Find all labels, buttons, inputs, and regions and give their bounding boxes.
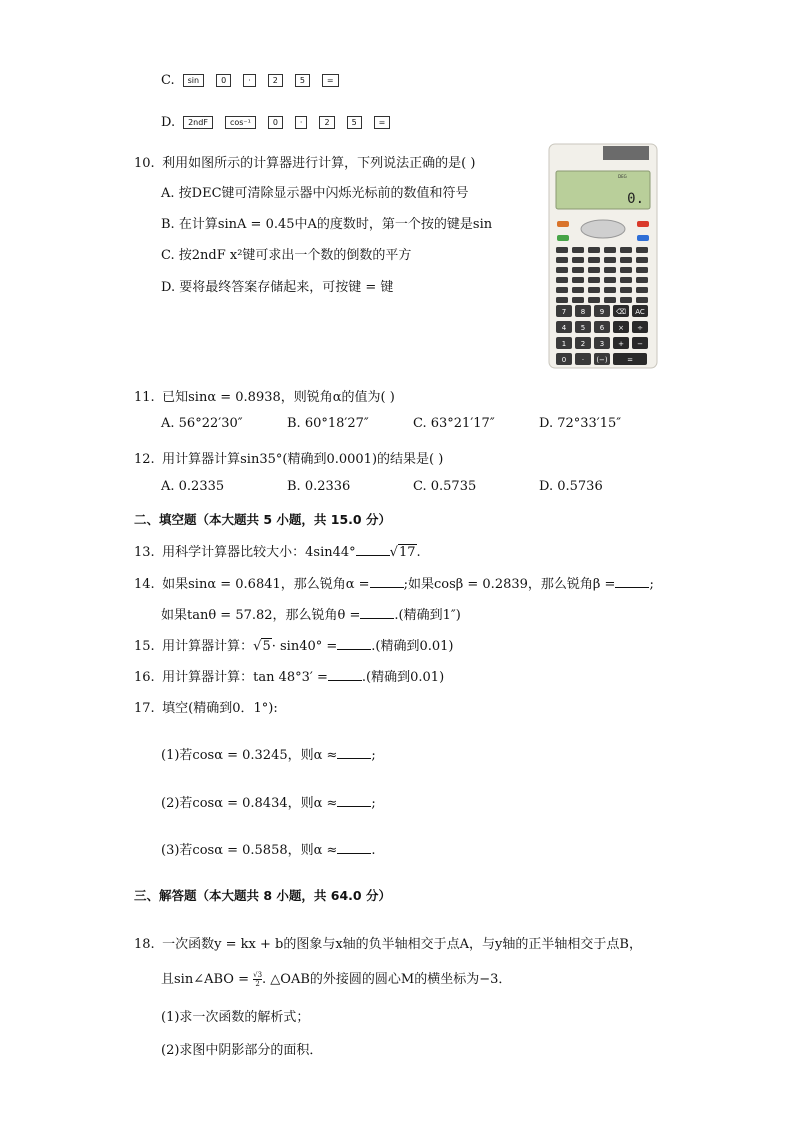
q11-option-a: A. 56°22′30″ xyxy=(161,416,243,431)
function-key xyxy=(604,287,616,293)
function-key xyxy=(572,247,584,253)
question-18 xyxy=(134,933,642,952)
question-12 xyxy=(134,448,443,467)
on-c-key xyxy=(637,221,649,227)
function-key xyxy=(636,267,648,273)
question-text: 用计算器计算： xyxy=(162,639,254,654)
q18-part-2: (2)求图中阴影部分的面积． xyxy=(161,1043,323,1058)
question-text: 如果sinα = 0.6841，那么锐角α = xyxy=(162,577,370,592)
key-2: 2 xyxy=(319,116,334,129)
question-text: 用科学计算器比较大小：4sin44° xyxy=(162,545,356,560)
q12-option-c: C. 0.5735 xyxy=(413,479,477,494)
question-text: .(精确到1″) xyxy=(394,608,461,623)
digit-key-label: (−) xyxy=(596,356,608,364)
function-key xyxy=(604,257,616,263)
fraction-denominator: 2 xyxy=(255,980,260,988)
key-5: 5 xyxy=(295,74,310,87)
q18-part-1: (1)求一次函数的解析式； xyxy=(161,1010,310,1025)
function-key xyxy=(620,287,632,293)
question-stem: 已知sinα = 0.8938，则锐角α的值为( ) xyxy=(162,390,395,405)
key-0: 0 xyxy=(268,116,283,129)
function-key xyxy=(588,257,600,263)
question-text: (2)若cosα = 0.8434，则α ≈ xyxy=(161,796,338,811)
q12-option-b: B. 0.2336 xyxy=(287,479,351,494)
question-number: 17. xyxy=(134,701,155,716)
digit-key-label: 1 xyxy=(561,340,567,348)
radicand: 17 xyxy=(398,545,416,560)
key-equals: = xyxy=(374,116,391,129)
question-14 xyxy=(134,573,654,592)
question-stem: 用计算器计算sin35°(精确到0.0001)的结果是( ) xyxy=(162,452,444,467)
function-key xyxy=(636,277,648,283)
answer-blank[interactable] xyxy=(615,575,649,588)
display-mode: DEG xyxy=(618,174,627,179)
question-13 xyxy=(134,541,421,560)
question-text: 一次函数y = kx + b的图象与x轴的负半轴相交于点A，与y轴的正半轴相交于点B， xyxy=(162,937,642,952)
question-number: 18. xyxy=(134,937,155,952)
answer-blank[interactable] xyxy=(337,746,371,759)
q10-option-a: A. 按DEC键可清除显示器中闪烁光标前的数值和符号 xyxy=(161,186,469,201)
question-number: 13. xyxy=(134,545,155,560)
function-key xyxy=(588,287,600,293)
radicand: 5 xyxy=(262,639,271,654)
digit-key-label: 8 xyxy=(580,308,586,316)
digit-key-label: 0 xyxy=(561,356,567,364)
solar-panel xyxy=(603,146,649,160)
option-letter: D. xyxy=(161,115,176,130)
question-number: 10. xyxy=(134,156,155,171)
display-value: 0. xyxy=(627,191,644,207)
function-key xyxy=(556,297,568,303)
q17-part-1 xyxy=(161,744,376,763)
digit-key-label: · xyxy=(581,356,585,364)
function-key xyxy=(620,257,632,263)
dpad xyxy=(581,220,625,238)
digit-key-label: 4 xyxy=(561,324,567,332)
answer-blank[interactable] xyxy=(370,575,404,588)
punctuation: ; xyxy=(371,796,376,811)
digit-key-label: + xyxy=(618,340,624,348)
question-16 xyxy=(134,666,444,685)
function-key xyxy=(620,277,632,283)
function-key xyxy=(604,297,616,303)
key-2: 2 xyxy=(268,74,283,87)
question-text: . △OAB的外接圆的圆心M的横坐标为−3． xyxy=(262,972,512,987)
key-dot: · xyxy=(295,116,308,129)
q11-option-b: B. 60°18′27″ xyxy=(287,416,369,431)
digit-key-label: 6 xyxy=(599,324,605,332)
question-stem: 填空(精确到0．1°): xyxy=(162,701,278,716)
q9-option-d xyxy=(161,115,402,130)
q11-option-d: D. 72°33′15″ xyxy=(539,416,622,431)
function-key xyxy=(556,247,568,253)
function-key xyxy=(636,297,648,303)
answer-blank[interactable] xyxy=(328,668,362,681)
section-heading-fill-in: 二、填空题（本大题共 5 小题，共 15.0 分） xyxy=(134,512,391,527)
function-key xyxy=(604,267,616,273)
q12-options xyxy=(161,479,665,494)
answer-blank[interactable] xyxy=(337,841,371,854)
q10-option-d: D. 要将最终答案存储起来，可按键 = 键 xyxy=(161,280,394,295)
question-text: (1)若cosα = 0.3245，则α ≈ xyxy=(161,748,338,763)
key-0: 0 xyxy=(216,74,231,87)
fraction xyxy=(253,971,262,988)
q17-part-2 xyxy=(161,792,376,811)
2ndf-key xyxy=(557,221,569,227)
question-17 xyxy=(134,697,278,716)
function-key xyxy=(572,277,584,283)
question-text: 用计算器计算：tan 48°3′ = xyxy=(162,670,328,685)
key-2ndf: 2ndF xyxy=(183,116,213,129)
function-key xyxy=(588,247,600,253)
digit-key-label: 2 xyxy=(580,340,586,348)
function-key xyxy=(588,297,600,303)
question-number: 15. xyxy=(134,639,155,654)
digit-key-label: ⌫ xyxy=(616,308,626,316)
digit-key-label: × xyxy=(618,324,624,332)
function-key xyxy=(556,287,568,293)
q10-option-b: B. 在计算sinA = 0.45中A的度数时，第一个按的键是sin xyxy=(161,217,493,232)
mode-key xyxy=(557,235,569,241)
digit-key-label: 5 xyxy=(580,324,586,332)
q12-option-d: D. 0.5736 xyxy=(539,479,603,494)
question-10 xyxy=(134,152,475,171)
digit-key-label: ÷ xyxy=(637,324,643,332)
question-number: 14. xyxy=(134,577,155,592)
function-key xyxy=(620,267,632,273)
function-key xyxy=(588,267,600,273)
punctuation: ; xyxy=(371,748,376,763)
question-number: 12. xyxy=(134,452,155,467)
punctuation: . xyxy=(416,545,421,560)
q11-option-c: C. 63°21′17″ xyxy=(413,416,495,431)
function-key xyxy=(556,277,568,283)
function-key xyxy=(604,247,616,253)
function-key xyxy=(572,287,584,293)
function-key xyxy=(572,267,584,273)
question-text: (3)若cosα = 0.5858，则α ≈ xyxy=(161,843,338,858)
digit-key-label: 3 xyxy=(599,340,605,348)
question-stem: 利用如图所示的计算器进行计算，下列说法正确的是( ) xyxy=(162,156,476,171)
section-heading-solutions: 三、解答题（本大题共 8 小题，共 64.0 分） xyxy=(134,888,391,903)
question-text: .(精确到0.01) xyxy=(371,639,454,654)
sqrt-sign: √ xyxy=(389,545,398,560)
key-arccos: cos⁻¹ xyxy=(225,116,256,129)
punctuation: . xyxy=(371,843,376,858)
digit-key-label: 7 xyxy=(561,308,567,316)
digit-key-label: AC xyxy=(635,308,645,316)
option-letter: C. xyxy=(161,73,175,88)
q9-option-c xyxy=(161,73,351,88)
digit-key-label: − xyxy=(637,340,643,348)
question-11 xyxy=(134,386,395,405)
question-14-line-2 xyxy=(161,604,461,623)
function-key xyxy=(620,297,632,303)
key-sin: sin xyxy=(183,74,204,87)
digit-key-label: 9 xyxy=(599,308,605,316)
function-key xyxy=(556,267,568,273)
q17-part-3 xyxy=(161,839,376,858)
punctuation: ; xyxy=(649,577,654,592)
function-key xyxy=(556,257,568,263)
calculator-image xyxy=(548,143,658,369)
answer-blank[interactable] xyxy=(337,637,371,650)
question-text: 如果tanθ = 57.82，那么锐角θ = xyxy=(161,608,361,623)
q10-option-c: C. 按2ndF x²键可求出一个数的倒数的平方 xyxy=(161,248,412,263)
digit-key-label: = xyxy=(627,356,633,364)
key-equals: = xyxy=(322,74,339,87)
question-number: 11. xyxy=(134,390,155,405)
key-5: 5 xyxy=(347,116,362,129)
answer-blank[interactable] xyxy=(360,606,394,619)
function-key xyxy=(636,287,648,293)
key-dot: · xyxy=(243,74,256,87)
function-key xyxy=(572,257,584,263)
question-text: ;如果cosβ = 0.2839，那么锐角β = xyxy=(403,577,616,592)
question-text: .(精确到0.01) xyxy=(361,670,445,685)
answer-blank[interactable] xyxy=(337,794,371,807)
function-key xyxy=(636,257,648,263)
question-text: · sin40° = xyxy=(271,639,338,654)
question-number: 16. xyxy=(134,670,155,685)
function-key xyxy=(588,277,600,283)
function-key xyxy=(604,277,616,283)
sqrt-sign: √ xyxy=(253,639,262,654)
function-key xyxy=(636,247,648,253)
q12-option-a: A. 0.2335 xyxy=(161,479,225,494)
fraction-numerator: √3 xyxy=(253,971,263,979)
answer-blank[interactable] xyxy=(356,543,390,556)
question-text: 且sin∠ABO = xyxy=(161,972,249,987)
question-15 xyxy=(134,635,454,654)
function-key xyxy=(572,297,584,303)
function-key xyxy=(620,247,632,253)
question-18-line-2 xyxy=(161,968,511,988)
del-key xyxy=(637,235,649,241)
q11-options xyxy=(161,416,665,431)
